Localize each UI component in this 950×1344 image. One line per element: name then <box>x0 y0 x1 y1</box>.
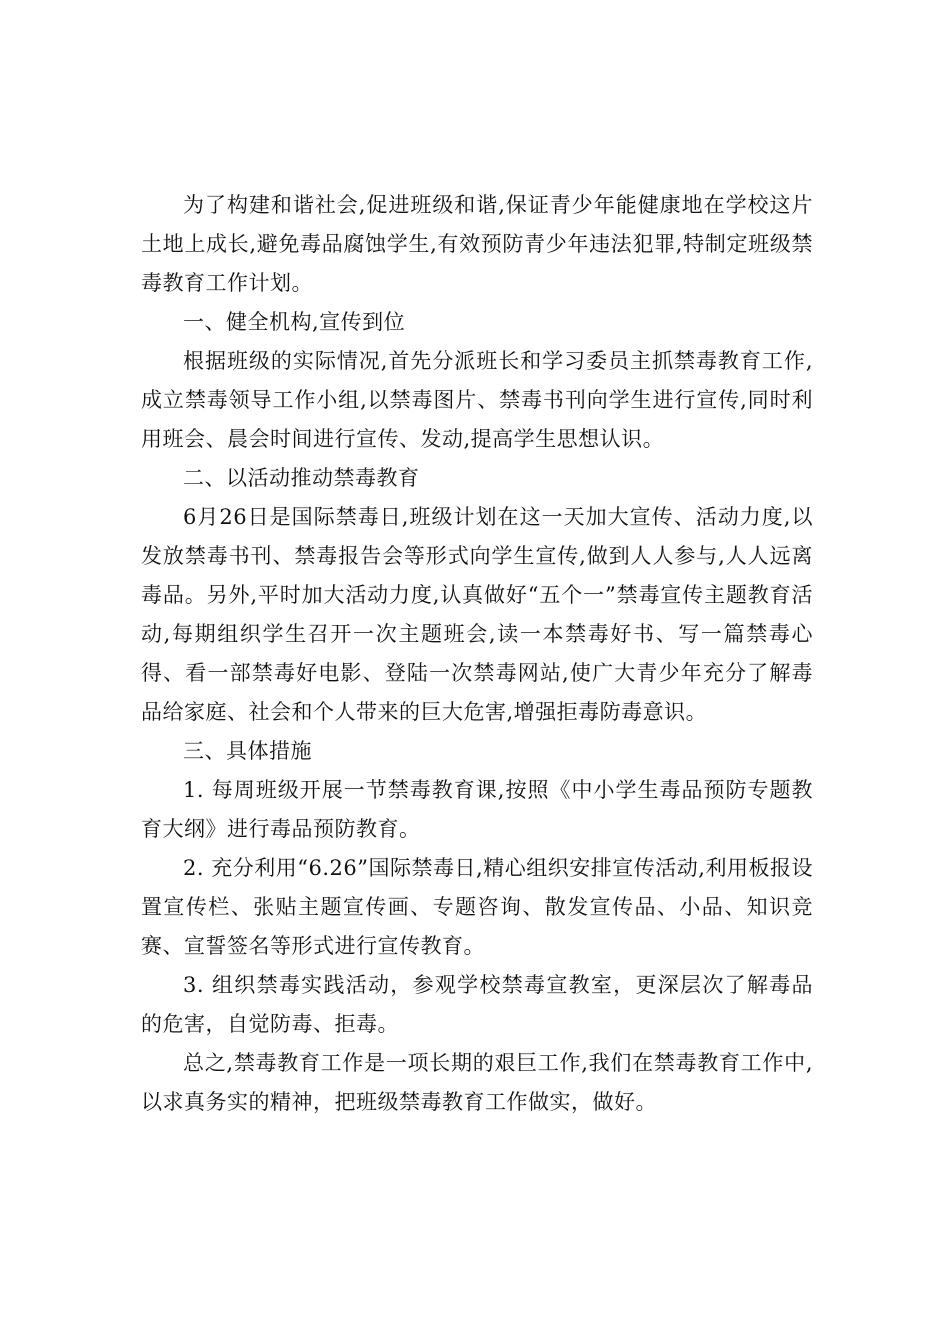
section-heading-3: 三、具体措施 <box>183 739 312 763</box>
measure-item-2: 2. 充分利用“6.26”国际禁毒日,精心组织安排宣传活动,利用板报设置宣传栏、张贴主题宣传画、专题咨询、散发宣传品、小品、知识竞赛、宣誓签名等形式进行宣传教育。 <box>141 856 813 958</box>
section-1-paragraph: 根据班级的实际情况,首先分派班长和学习委员主抓禁毒教育工作,成立禁毒领导工作小组,以禁毒图片、禁毒书刊向学生进行宣传,同时利用班会、晨会时间进行宣传、发动,提高学生思想认识。 <box>141 349 813 451</box>
document-body <box>141 186 813 1122</box>
measure-item-3: 3. 组织禁毒实践活动，参观学校禁毒宣教室，更深层次了解毒品的危害，自觉防毒、拒毒。 <box>141 973 813 1036</box>
section-heading-2: 二、以活动推动禁毒教育 <box>183 466 420 490</box>
section-2-paragraph: 6月26日是国际禁毒日,班级计划在这一天加大宣传、活动力度,以发放禁毒书刊、禁毒报告会等形式向学生宣传,做到人人参与,人人远离毒品。另外,平时加大活动力度,认真做好“五个一”禁毒宣传主题教育活动,每期组织学生召开一次主题班会,读一本禁毒好书、写一篇禁毒心得、看一部禁毒好电影、登陆一次禁毒网站,使广大青少年充分了解毒品给家庭、社会和个人带来的巨大危害,增强拒毒防毒意识。 <box>141 505 813 724</box>
conclusion-paragraph: 总之,禁毒教育工作是一项长期的艰巨工作,我们在禁毒教育工作中,以求真务实的精神，把班级禁毒教育工作做实，做好。 <box>141 1051 813 1114</box>
section-heading-1: 一、健全机构,宣传到位 <box>183 310 406 334</box>
measure-item-1: 1. 每周班级开展一节禁毒教育课,按照《中小学生毒品预防专题教育大纲》进行毒品预防教育。 <box>141 778 813 841</box>
intro-paragraph: 为了构建和谐社会,促进班级和谐,保证青少年能健康地在学校这片土地上成长,避免毒品腐蚀学生,有效预防青少年违法犯罪,特制定班级禁毒教育工作计划。 <box>141 193 813 295</box>
